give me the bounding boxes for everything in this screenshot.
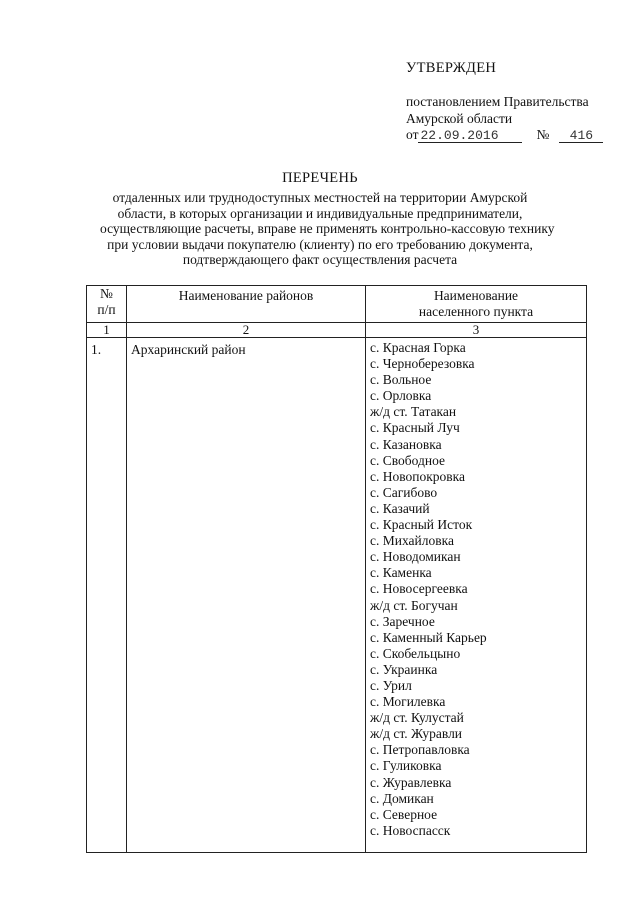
header-district: Наименование районов bbox=[127, 286, 366, 323]
settlement-item: с. Домикан bbox=[370, 790, 434, 806]
settlement-item: с. Красная Горка bbox=[370, 340, 466, 355]
settlement-item: с. Новоспасск bbox=[370, 822, 451, 838]
table-header-row bbox=[87, 286, 587, 323]
row-number: 1. bbox=[87, 338, 127, 853]
document-description bbox=[100, 190, 555, 268]
settlement-item: с. Красный Луч bbox=[370, 420, 460, 436]
from-prefix: от bbox=[406, 127, 419, 142]
description-line: осуществляющие расчеты, вправе не применять контрольно-кассовую технику bbox=[100, 221, 555, 237]
settlement-item: с. Урил bbox=[370, 677, 412, 693]
settlement-item: с. Новодомикан bbox=[370, 549, 461, 565]
header-settlement bbox=[366, 286, 587, 323]
resolution-date: 22.09.2016 bbox=[418, 129, 522, 143]
resolution-block bbox=[406, 94, 603, 144]
description-line: подтверждающего факт осуществления расчета bbox=[182, 252, 458, 268]
resolution-line-1: постановлением Правительства bbox=[406, 94, 589, 109]
header-number-line-2: п/п bbox=[97, 302, 116, 317]
settlement-list bbox=[366, 338, 587, 853]
settlement-item: с. Заречное bbox=[370, 613, 435, 629]
settlement-item: с. Вольное bbox=[370, 372, 432, 388]
settlement-item: с. Орловка bbox=[370, 388, 432, 404]
resolution-date-number bbox=[406, 127, 603, 144]
number-sign: № bbox=[536, 127, 550, 142]
settlement-item: с. Скобельцыно bbox=[370, 645, 461, 661]
settlement-item: с. Украинка bbox=[370, 661, 438, 677]
description-line: области, в которых организации и индивидуальные предприниматели, bbox=[117, 205, 523, 221]
settlement-item: ж/д ст. Журавли bbox=[370, 726, 463, 742]
settlements-table bbox=[86, 285, 587, 853]
settlement-item: ж/д ст. Богучан bbox=[370, 597, 458, 613]
resolution-line-2: Амурской области bbox=[406, 110, 513, 126]
settlement-item: с. Новосергеевка bbox=[370, 581, 468, 597]
settlement-item: с. Казачий bbox=[370, 500, 430, 516]
description-line: отдаленных или труднодоступных местностей на территории Амурской bbox=[112, 190, 528, 205]
settlement-item: с. Михайловка bbox=[370, 533, 454, 549]
settlement-item: с. Сагибово bbox=[370, 484, 438, 500]
header-number bbox=[87, 286, 127, 323]
settlement-item: с. Каменный Карьер bbox=[370, 629, 487, 645]
table-row bbox=[87, 338, 587, 853]
column-number-row bbox=[87, 323, 587, 338]
settlement-item: ж/д ст. Татакан bbox=[370, 404, 457, 420]
settlement-item: с. Журавлевка bbox=[370, 774, 452, 790]
settlement-item: с. Гуликовка bbox=[370, 758, 442, 774]
description-line: при условии выдачи покупателю (клиенту) по его требованию документа, bbox=[107, 236, 533, 252]
header-number-line-1: № bbox=[100, 286, 113, 301]
header-settlement-line-2: населенного пункта bbox=[418, 304, 534, 319]
column-number: 3 bbox=[366, 323, 587, 338]
settlement-item: с. Казановка bbox=[370, 436, 442, 452]
settlement-item: с. Свободное bbox=[370, 452, 446, 468]
settlement-item: с. Черноберезовка bbox=[370, 356, 475, 372]
approved-heading: УТВЕРЖДЕН bbox=[406, 60, 497, 76]
settlement-item: с. Красный Исток bbox=[370, 517, 473, 533]
column-number: 2 bbox=[127, 323, 366, 338]
settlement-item: ж/д ст. Кулустай bbox=[370, 710, 464, 726]
settlement-item: с. Новопокровка bbox=[370, 468, 466, 484]
header-settlement-line-1: Наименование bbox=[433, 288, 519, 303]
resolution-number: 416 bbox=[559, 129, 603, 143]
settlement-item: с. Могилевка bbox=[370, 694, 446, 710]
document-title: ПЕРЕЧЕНЬ bbox=[282, 170, 358, 186]
settlement-item: с. Петропавловка bbox=[370, 742, 470, 758]
district-name: Архаринский район bbox=[127, 338, 366, 853]
settlement-item: с. Северное bbox=[370, 806, 438, 822]
column-number: 1 bbox=[87, 323, 127, 338]
settlement-item: с. Каменка bbox=[370, 565, 432, 581]
